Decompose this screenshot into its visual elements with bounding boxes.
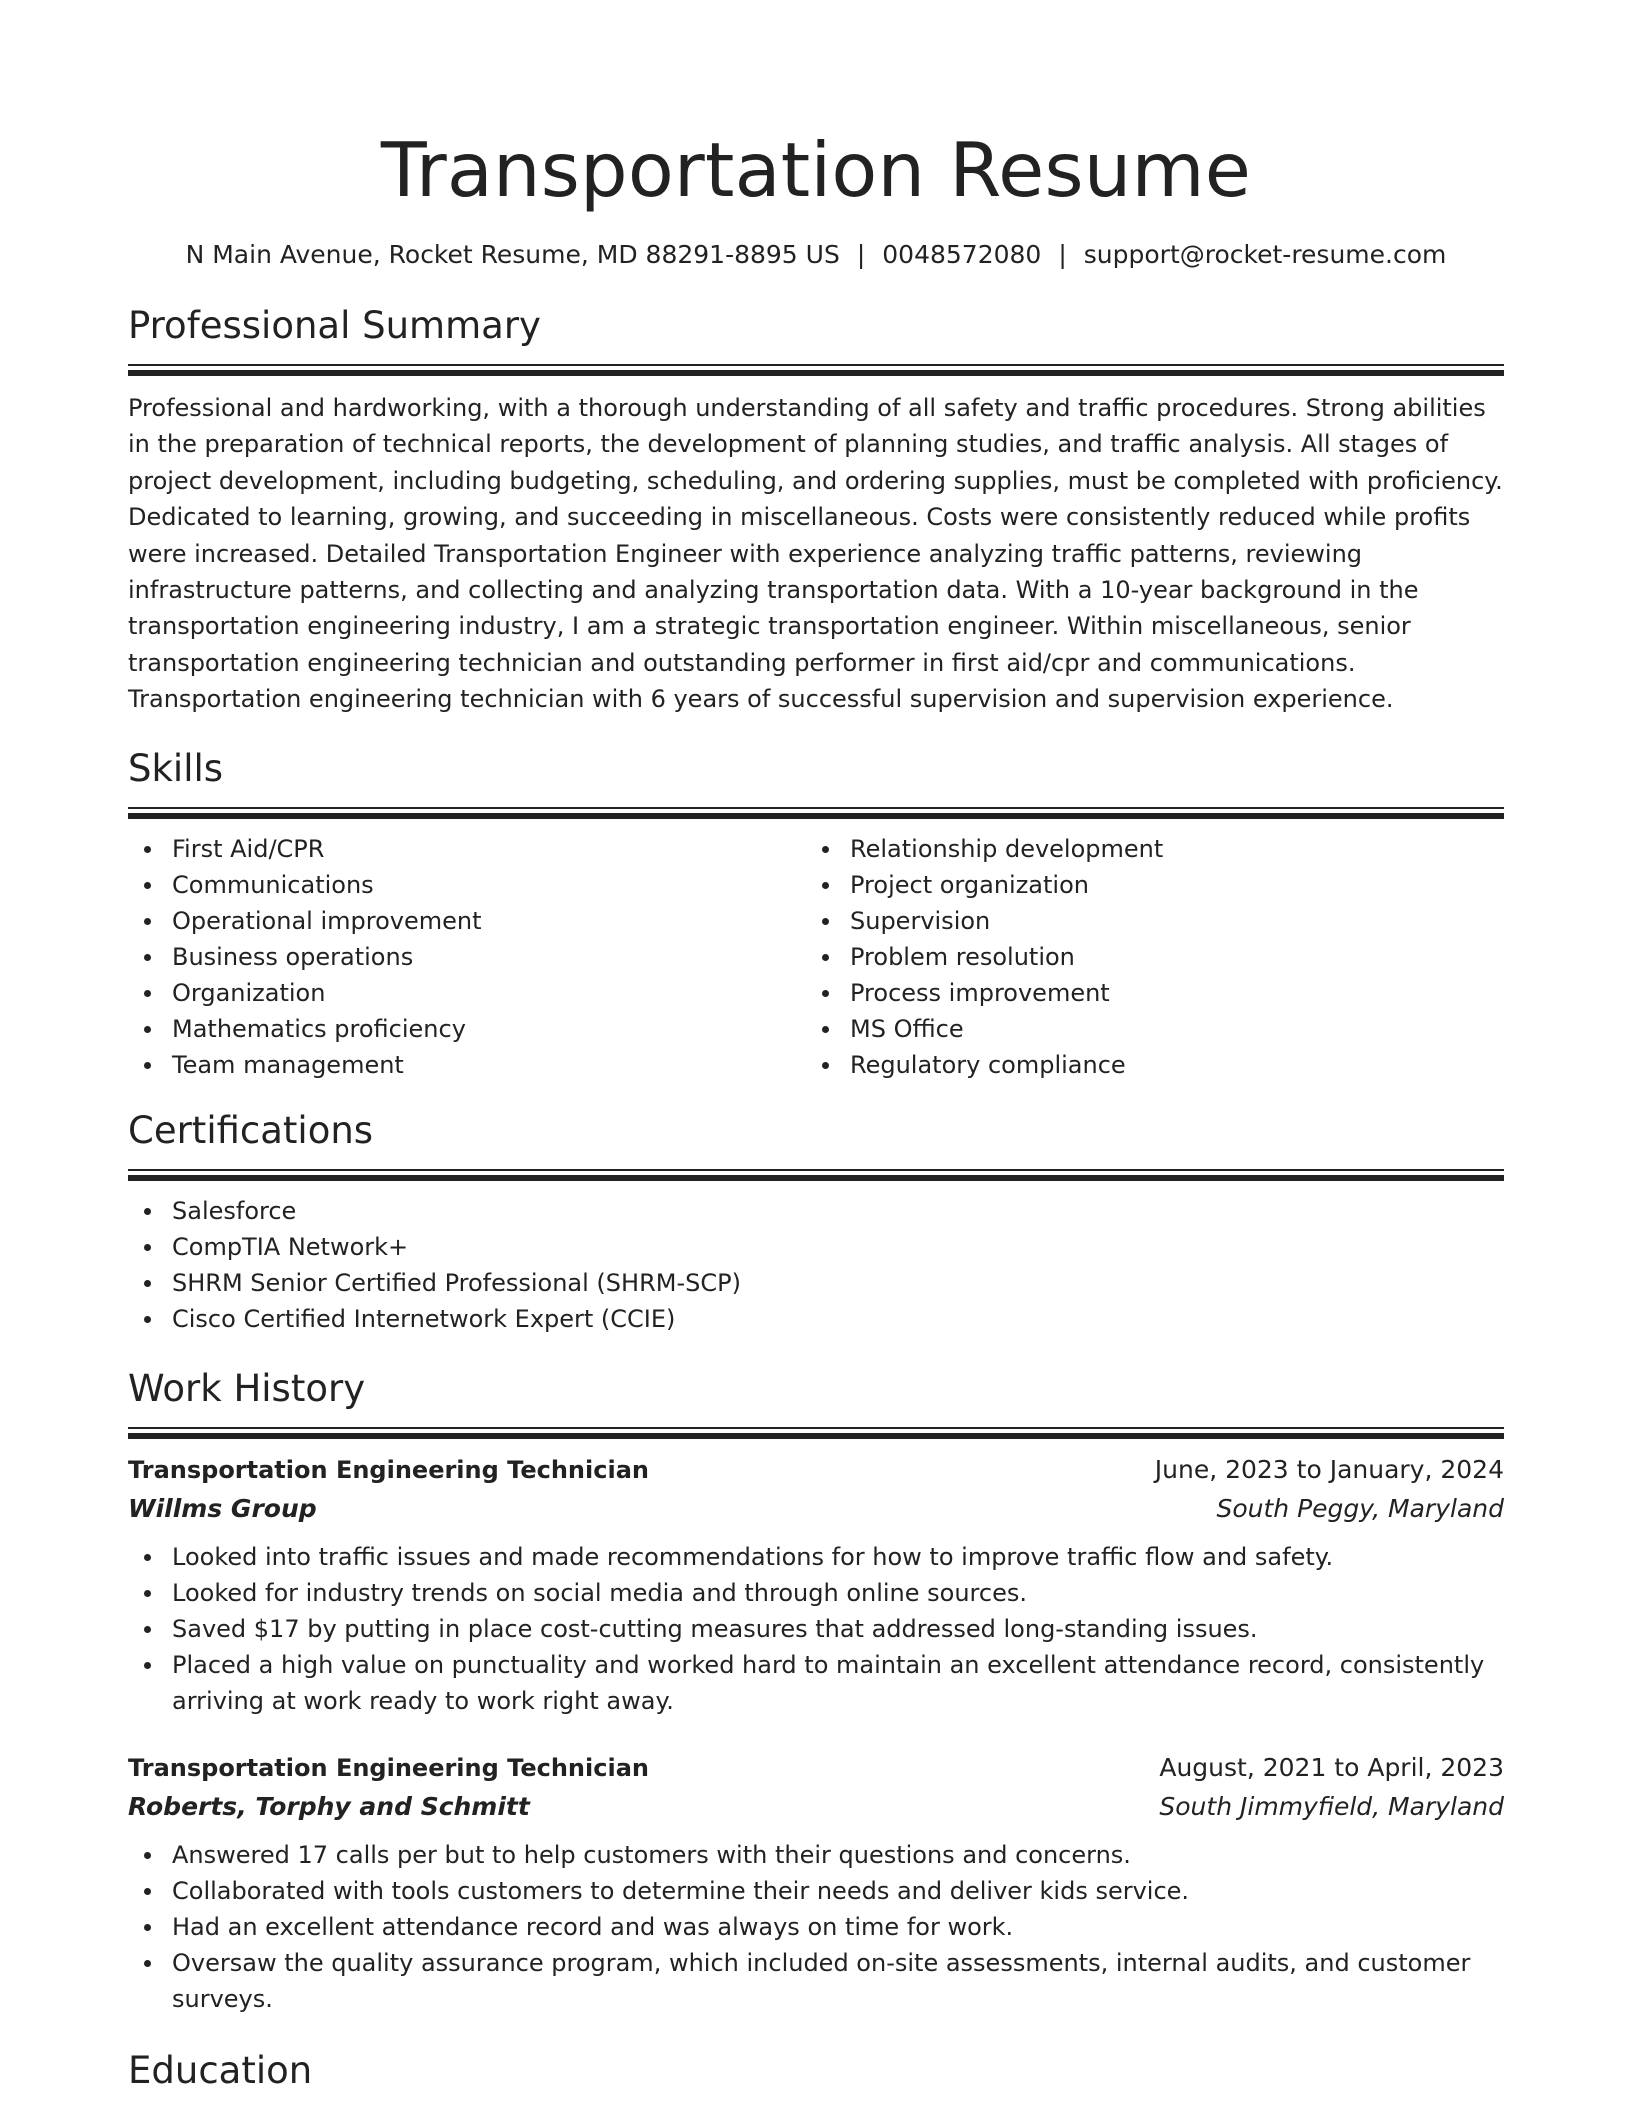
contact-phone: 0048572080 (882, 240, 1042, 269)
skills-column-right (806, 831, 1484, 1083)
job-company: Willms Group (128, 1493, 317, 1523)
contact-line (128, 238, 1504, 272)
section-divider (128, 807, 1504, 817)
section-divider (128, 1169, 1504, 1179)
job-bullet: Answered 17 calls per but to help customers with their questions and concerns. (128, 1837, 1504, 1873)
job-dates: August, 2021 to April, 2023 (1159, 1752, 1504, 1782)
job-bullet: Saved $17 by putting in place cost-cutting measures that addressed long-standing issues. (128, 1611, 1504, 1647)
skill-item: First Aid/CPR (128, 831, 806, 867)
certifications-heading: Certifications (128, 1108, 374, 1152)
skills-heading: Skills (128, 746, 224, 790)
section-divider (128, 1427, 1504, 1437)
skill-item: Regulatory compliance (806, 1047, 1484, 1083)
summary-heading: Professional Summary (128, 304, 541, 347)
contact-address: N Main Avenue, Rocket Resume, MD 88291-8895 US (185, 240, 840, 269)
job-location: South Peggy, Maryland (1216, 1493, 1504, 1523)
certification-item: SHRM Senior Certified Professional (SHRM-SCP) (128, 1265, 1504, 1301)
job-bullet: Oversaw the quality assurance program, which included on-site assessments, internal audits, and customer surveys. (128, 1945, 1504, 2017)
skill-item: MS Office (806, 1011, 1484, 1047)
skill-item: Problem resolution (806, 939, 1484, 975)
skill-item: Mathematics proficiency (128, 1011, 806, 1047)
job-location: South Jimmyfield, Maryland (1159, 1791, 1504, 1821)
skill-item: Project organization (806, 867, 1484, 903)
job-bullet: Looked into traffic issues and made recommendations for how to improve traffic flow and safety. (128, 1539, 1504, 1575)
job-dates: June, 2023 to January, 2024 (1154, 1454, 1504, 1484)
skills-section (128, 745, 1504, 1083)
job-bullet: Collaborated with tools customers to determine their needs and deliver kids service. (128, 1873, 1504, 1909)
job-title: Transportation Engineering Technician (128, 1455, 649, 1484)
skills-column-left (128, 831, 806, 1083)
education-heading: Education (128, 2048, 313, 2092)
skill-item: Relationship development (806, 831, 1484, 867)
resume-title: Transportation Resume (380, 126, 1252, 214)
job-title: Transportation Engineering Technician (128, 1753, 649, 1782)
contact-separator: | (856, 240, 866, 269)
skill-item: Communications (128, 867, 806, 903)
job-bullet: Had an excellent attendance record and was always on time for work. (128, 1909, 1504, 1945)
job-header-row (128, 1749, 1504, 1787)
skill-item: Operational improvement (128, 903, 806, 939)
section-divider (128, 364, 1504, 374)
job-entry (128, 1749, 1504, 2017)
certifications-section (128, 1107, 1504, 1337)
contact-separator: | (1058, 240, 1067, 269)
skills-grid (128, 831, 1504, 1083)
skill-item: Process improvement (806, 975, 1484, 1011)
education-section (128, 2047, 1504, 2095)
work-history-section (128, 1365, 1504, 2017)
contact-email: support@rocket-resume.com (1083, 240, 1447, 269)
job-company-row (128, 1489, 1504, 1529)
summary-section (128, 302, 1504, 718)
job-bullet: Placed a high value on punctuality and worked hard to maintain an excellent attendance record, consistently arriving at work ready to work right away. (128, 1647, 1504, 1719)
skill-item: Supervision (806, 903, 1484, 939)
skill-item: Organization (128, 975, 806, 1011)
certification-item: CompTIA Network+ (128, 1229, 1504, 1265)
skill-item: Business operations (128, 939, 806, 975)
certification-item: Salesforce (128, 1193, 1504, 1229)
work-history-heading: Work History (128, 1366, 366, 1410)
summary-text: Professional and hardworking, with a thorough understanding of all safety and traffic procedures. Strong abilities in the preparation of technical reports, the development of planning studies, and traffic analysis. All stages of project development, including budgeting, scheduling, and ordering supplies, must be completed with proficiency. Dedicated to learning, growing, and succeeding in miscellaneous. Costs were consistently reduced while profits were increased. Detailed Transportation Engineer with experience analyzing traffic patterns, reviewing infrastructure patterns, and collecting and analyzing transportation data. With a 10-year background in the transportation engineering industry, I am a strategic transportation engineer. Within miscellaneous, senior transportation engineering technician and outstanding performer in first aid/cpr and communications. Transportation engineering technician with 6 years of successful supervision and supervision experience. (128, 394, 1503, 714)
skill-item: Team management (128, 1047, 806, 1083)
certification-item: Cisco Certified Internetwork Expert (CCIE) (128, 1301, 1504, 1337)
job-bullet: Looked for industry trends on social media and through online sources. (128, 1575, 1504, 1611)
job-company: Roberts, Torphy and Schmitt (128, 1791, 530, 1821)
job-entry (128, 1451, 1504, 1719)
job-header-row (128, 1451, 1504, 1489)
job-company-row (128, 1787, 1504, 1827)
resume-page (128, 0, 1504, 2095)
